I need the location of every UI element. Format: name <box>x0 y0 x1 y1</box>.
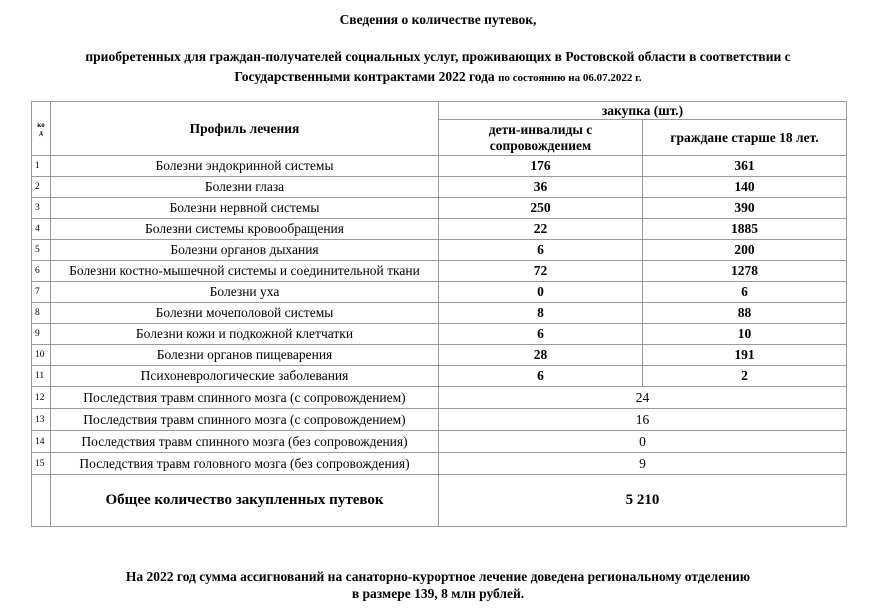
row-profile: Последствия травм головного мозга (без сопровождения) <box>51 453 439 475</box>
row-kids-value: 0 <box>439 282 643 303</box>
table-row <box>32 324 847 345</box>
footer-line-2: в размере 139, 8 млн рублей. <box>351 586 525 601</box>
row-kids-value: 6 <box>439 240 643 261</box>
subtitle-main: приобретенных для граждан-получателей социальных услуг, проживающих в Ростовской области в соответствии с Государственными контрактами 2022 года <box>85 49 791 84</box>
row-profile: Болезни нервной системы <box>51 198 439 219</box>
header-adults: граждане старше 18 лет. <box>643 120 847 156</box>
total-value: 5 210 <box>439 475 847 527</box>
row-code: 5 <box>32 240 51 261</box>
row-merged-value: 24 <box>439 387 847 409</box>
row-code: 1 <box>32 156 51 177</box>
table-row <box>32 177 847 198</box>
row-code: 6 <box>32 261 51 282</box>
row-kids-value: 28 <box>439 345 643 366</box>
header-code-text: ко д <box>37 120 45 137</box>
footer-line-1: На 2022 год сумма ассигнований на санаторно-курортное лечение доведена региональному отделению <box>125 569 751 584</box>
total-code <box>32 475 51 527</box>
row-kids-value: 36 <box>439 177 643 198</box>
row-code: 15 <box>32 453 51 475</box>
table-row <box>32 366 847 387</box>
table-row <box>32 303 847 324</box>
table-row <box>32 156 847 177</box>
row-profile: Последствия травм спинного мозга (с сопровождением) <box>51 387 439 409</box>
vouchers-table <box>31 101 847 527</box>
subtitle-date: по состоянию на 06.07.2022 г. <box>498 72 642 84</box>
total-label: Общее количество закупленных путевок <box>51 475 439 527</box>
header-code <box>32 102 51 156</box>
row-code: 14 <box>32 431 51 453</box>
row-profile: Психоневрологические заболевания <box>51 366 439 387</box>
table-row <box>32 282 847 303</box>
table-row <box>32 431 847 453</box>
table-row <box>32 198 847 219</box>
row-code: 11 <box>32 366 51 387</box>
row-profile: Болезни органов пищеварения <box>51 345 439 366</box>
row-kids-value: 6 <box>439 324 643 345</box>
row-profile: Болезни кожи и подкожной клетчатки <box>51 324 439 345</box>
row-profile: Болезни уха <box>51 282 439 303</box>
row-profile: Последствия травм спинного мозга (с сопровождением) <box>51 409 439 431</box>
row-adults-value: 6 <box>643 282 847 303</box>
header-profile: Профиль лечения <box>51 102 439 156</box>
table-row <box>32 261 847 282</box>
row-profile: Болезни системы кровообращения <box>51 219 439 240</box>
table-row <box>32 409 847 431</box>
total-row <box>32 475 847 527</box>
row-kids-value: 250 <box>439 198 643 219</box>
table-row <box>32 345 847 366</box>
footer-note <box>0 568 876 602</box>
row-merged-value: 16 <box>439 409 847 431</box>
row-profile: Болезни глаза <box>51 177 439 198</box>
row-merged-value: 0 <box>439 431 847 453</box>
row-code: 9 <box>32 324 51 345</box>
table-row <box>32 387 847 409</box>
document-subtitle <box>30 47 846 88</box>
row-profile: Болезни органов дыхания <box>51 240 439 261</box>
row-profile: Болезни мочеполовой системы <box>51 303 439 324</box>
row-profile: Болезни эндокринной системы <box>51 156 439 177</box>
row-adults-value: 10 <box>643 324 847 345</box>
row-code: 10 <box>32 345 51 366</box>
row-code: 2 <box>32 177 51 198</box>
row-code: 7 <box>32 282 51 303</box>
row-code: 3 <box>32 198 51 219</box>
row-merged-value: 9 <box>439 453 847 475</box>
row-kids-value: 8 <box>439 303 643 324</box>
row-adults-value: 361 <box>643 156 847 177</box>
table-row <box>32 240 847 261</box>
header-kids: дети-инвалиды с сопровождением <box>439 120 643 156</box>
row-adults-value: 140 <box>643 177 847 198</box>
row-code: 4 <box>32 219 51 240</box>
row-adults-value: 1278 <box>643 261 847 282</box>
row-code: 8 <box>32 303 51 324</box>
row-adults-value: 390 <box>643 198 847 219</box>
table-row <box>32 453 847 475</box>
row-profile: Болезни костно-мышечной системы и соединительной ткани <box>51 261 439 282</box>
row-profile: Последствия травм спинного мозга (без сопровождения) <box>51 431 439 453</box>
row-adults-value: 1885 <box>643 219 847 240</box>
row-kids-value: 22 <box>439 219 643 240</box>
row-adults-value: 200 <box>643 240 847 261</box>
row-adults-value: 2 <box>643 366 847 387</box>
row-kids-value: 176 <box>439 156 643 177</box>
document-title: Сведения о количестве путевок, <box>339 12 537 27</box>
row-kids-value: 6 <box>439 366 643 387</box>
row-adults-value: 191 <box>643 345 847 366</box>
header-purchase: закупка (шт.) <box>439 102 847 120</box>
row-adults-value: 88 <box>643 303 847 324</box>
row-kids-value: 72 <box>439 261 643 282</box>
table-row <box>32 219 847 240</box>
row-code: 13 <box>32 409 51 431</box>
row-code: 12 <box>32 387 51 409</box>
